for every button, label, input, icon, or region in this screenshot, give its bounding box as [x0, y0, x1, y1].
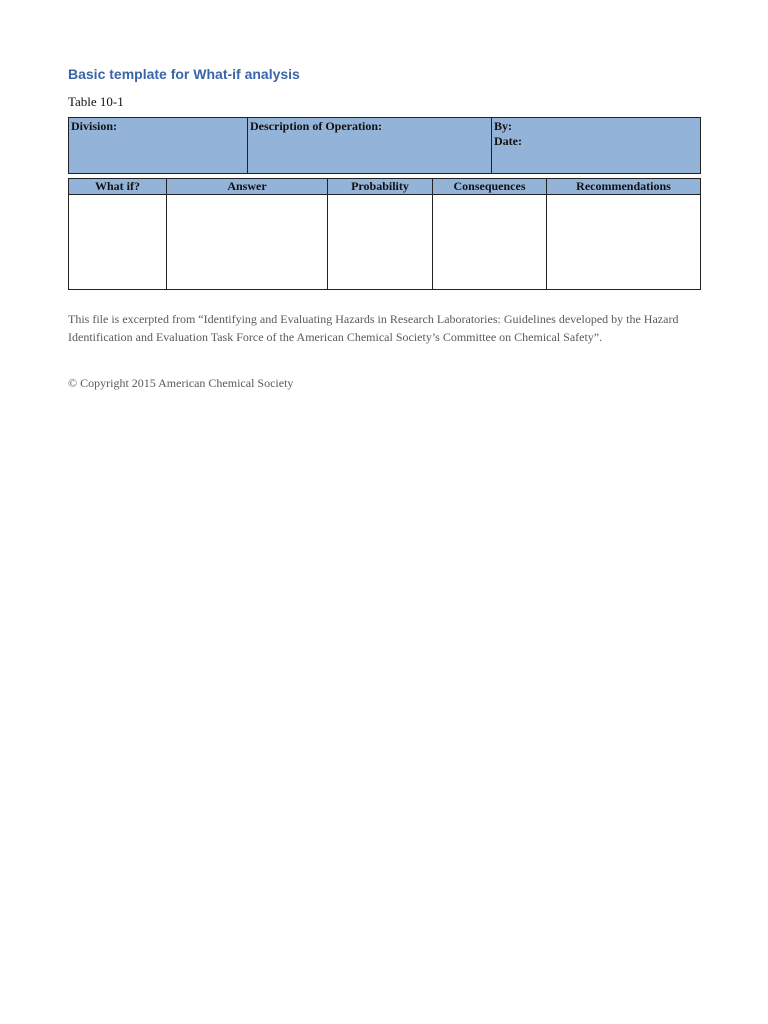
what-if-cell [69, 195, 167, 290]
date-label: Date: [494, 134, 522, 148]
column-header-probability: Probability [328, 179, 433, 195]
operation-info-table [68, 117, 701, 174]
copyright-notice: © Copyright 2015 American Chemical Society [68, 376, 294, 390]
consequences-cell [433, 195, 547, 290]
what-if-analysis-table [68, 178, 701, 290]
column-header-consequences: Consequences [433, 179, 547, 195]
table-label: Table 10-1 [68, 94, 124, 109]
operation-info-row [69, 118, 701, 174]
description-cell [248, 118, 492, 174]
column-header-what-if: What if? [69, 179, 167, 195]
by-date-cell [492, 118, 701, 174]
page-title: Basic template for What-if analysis [68, 66, 300, 82]
division-label: Division: [71, 119, 118, 133]
column-header-recommendations: Recommendations [547, 179, 701, 195]
answer-cell [167, 195, 328, 290]
analysis-header-row [69, 179, 701, 195]
recommendations-cell [547, 195, 701, 290]
probability-cell [328, 195, 433, 290]
description-label: Description of Operation: [250, 119, 382, 133]
source-note: This file is excerpted from “Identifying and Evaluating Hazards in Research Laboratories: Guidelines developed by the Hazard Identification and Evaluation Task Force of the American Chemical Society’s Committee on Chemical Safety”. [68, 312, 679, 344]
division-cell [69, 118, 248, 174]
column-header-answer: Answer [167, 179, 328, 195]
table-row [69, 195, 701, 290]
by-label: By: [494, 119, 512, 133]
